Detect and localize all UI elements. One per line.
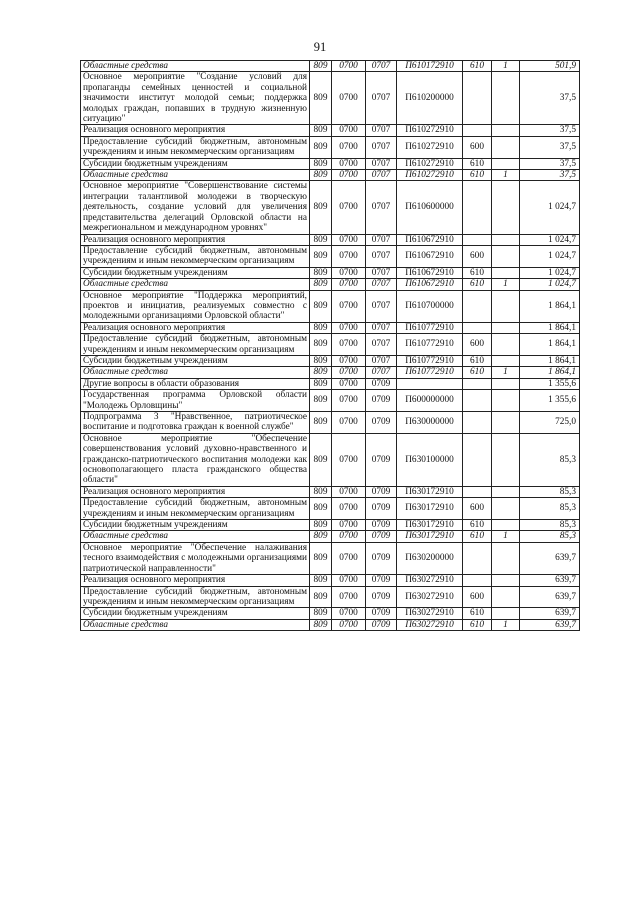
row-funding-source-cell: [492, 245, 520, 267]
row-section-code-cell: 0700: [332, 181, 366, 234]
row-name-cell: Основное мероприятие "Обеспечение совершенствования условий духовно-нравственного и гражданско-патриотического воспитания молодежи как основополагающего пласта гражданского общества области": [81, 433, 310, 486]
row-ministry-code-cell: 809: [310, 498, 332, 520]
row-funding-source-cell: [492, 355, 520, 366]
table-row: [81, 61, 580, 72]
row-name-cell: Областные средства: [81, 619, 310, 630]
row-funding-source-cell: [492, 234, 520, 245]
table-row: [81, 542, 580, 574]
row-ministry-code-cell: 809: [310, 608, 332, 619]
row-subsection-code-cell: 0707: [366, 334, 397, 356]
table-row: [81, 322, 580, 333]
row-funding-source-cell: [492, 136, 520, 158]
row-target-item-cell: П610772910: [397, 355, 463, 366]
row-name-cell: Субсидии бюджетным учреждениям: [81, 158, 310, 169]
row-expense-type-cell: 610: [463, 267, 492, 278]
row-expense-type-cell: [463, 575, 492, 586]
row-funding-source-cell: [492, 542, 520, 574]
table-row: [81, 170, 580, 181]
row-expense-type-cell: [463, 412, 492, 434]
row-funding-source-cell: [492, 486, 520, 497]
row-section-code-cell: 0700: [332, 125, 366, 136]
row-funding-source-cell: [492, 267, 520, 278]
row-name-cell: Предоставление субсидий бюджетным, автономным учреждениям и иным некоммерческим организациям: [81, 586, 310, 608]
row-subsection-code-cell: 0707: [366, 125, 397, 136]
row-ministry-code-cell: 809: [310, 486, 332, 497]
row-name-cell: Предоставление субсидий бюджетным, автономным учреждениям и иным некоммерческим организациям: [81, 334, 310, 356]
row-subsection-code-cell: 0707: [366, 322, 397, 333]
row-funding-source-cell: 1: [492, 279, 520, 290]
row-ministry-code-cell: 809: [310, 158, 332, 169]
row-name-cell: Предоставление субсидий бюджетным, автономным учреждениям и иным некоммерческим организациям: [81, 498, 310, 520]
row-expense-type-cell: 610: [463, 619, 492, 630]
row-funding-source-cell: 1: [492, 170, 520, 181]
row-section-code-cell: 0700: [332, 290, 366, 322]
row-amount-cell: 501,9: [520, 61, 580, 72]
row-section-code-cell: 0700: [332, 586, 366, 608]
row-subsection-code-cell: 0707: [366, 279, 397, 290]
row-name-cell: Предоставление субсидий бюджетным, автономным учреждениям и иным некоммерческим организациям: [81, 136, 310, 158]
row-funding-source-cell: [492, 290, 520, 322]
row-amount-cell: 725,0: [520, 412, 580, 434]
row-ministry-code-cell: 809: [310, 72, 332, 125]
row-subsection-code-cell: 0707: [366, 136, 397, 158]
row-target-item-cell: П630272910: [397, 575, 463, 586]
row-ministry-code-cell: 809: [310, 586, 332, 608]
row-section-code-cell: 0700: [332, 322, 366, 333]
row-funding-source-cell: [492, 72, 520, 125]
row-ministry-code-cell: 809: [310, 61, 332, 72]
row-amount-cell: 1 024,7: [520, 279, 580, 290]
row-subsection-code-cell: 0707: [366, 158, 397, 169]
row-target-item-cell: [397, 378, 463, 389]
row-subsection-code-cell: 0707: [366, 290, 397, 322]
row-section-code-cell: 0700: [332, 575, 366, 586]
row-name-cell: Другие вопросы в области образования: [81, 378, 310, 389]
row-section-code-cell: 0700: [332, 542, 366, 574]
row-subsection-code-cell: 0709: [366, 542, 397, 574]
table-row: [81, 355, 580, 366]
row-section-code-cell: 0700: [332, 234, 366, 245]
row-funding-source-cell: [492, 520, 520, 531]
row-subsection-code-cell: 0709: [366, 378, 397, 389]
table-row: [81, 290, 580, 322]
row-expense-type-cell: 610: [463, 61, 492, 72]
table-row: [81, 486, 580, 497]
row-ministry-code-cell: 809: [310, 245, 332, 267]
row-target-item-cell: П610672910: [397, 279, 463, 290]
table-row: [81, 72, 580, 125]
row-ministry-code-cell: 809: [310, 234, 332, 245]
row-name-cell: Государственная программа Орловской области "Молодежь Орловщины": [81, 390, 310, 412]
row-amount-cell: 85,3: [520, 498, 580, 520]
row-target-item-cell: П610700000: [397, 290, 463, 322]
row-target-item-cell: П610272910: [397, 136, 463, 158]
row-subsection-code-cell: 0707: [366, 234, 397, 245]
row-subsection-code-cell: 0709: [366, 531, 397, 542]
row-section-code-cell: 0700: [332, 136, 366, 158]
row-subsection-code-cell: 0709: [366, 586, 397, 608]
row-expense-type-cell: 610: [463, 170, 492, 181]
row-expense-type-cell: 610: [463, 355, 492, 366]
row-section-code-cell: 0700: [332, 390, 366, 412]
row-section-code-cell: 0700: [332, 412, 366, 434]
row-funding-source-cell: [492, 498, 520, 520]
row-ministry-code-cell: 809: [310, 520, 332, 531]
row-subsection-code-cell: 0709: [366, 498, 397, 520]
row-target-item-cell: П630172910: [397, 486, 463, 497]
row-amount-cell: 1 355,6: [520, 390, 580, 412]
row-subsection-code-cell: 0709: [366, 520, 397, 531]
row-expense-type-cell: 610: [463, 531, 492, 542]
row-target-item-cell: П610272910: [397, 158, 463, 169]
row-ministry-code-cell: 809: [310, 279, 332, 290]
row-section-code-cell: 0700: [332, 608, 366, 619]
row-name-cell: Областные средства: [81, 531, 310, 542]
row-target-item-cell: П600000000: [397, 390, 463, 412]
row-funding-source-cell: 1: [492, 619, 520, 630]
row-amount-cell: 639,7: [520, 586, 580, 608]
row-expense-type-cell: 610: [463, 367, 492, 378]
row-ministry-code-cell: 809: [310, 619, 332, 630]
row-amount-cell: 85,3: [520, 520, 580, 531]
row-ministry-code-cell: 809: [310, 531, 332, 542]
table-row: [81, 378, 580, 389]
row-funding-source-cell: [492, 390, 520, 412]
row-amount-cell: 37,5: [520, 72, 580, 125]
row-name-cell: Реализация основного мероприятия: [81, 234, 310, 245]
row-target-item-cell: П610172910: [397, 61, 463, 72]
row-funding-source-cell: [492, 158, 520, 169]
row-amount-cell: 85,3: [520, 531, 580, 542]
row-ministry-code-cell: 809: [310, 334, 332, 356]
row-ministry-code-cell: 809: [310, 542, 332, 574]
table-row: [81, 245, 580, 267]
row-amount-cell: 639,7: [520, 608, 580, 619]
table-row: [81, 158, 580, 169]
row-target-item-cell: П610272910: [397, 170, 463, 181]
row-name-cell: Основное мероприятие "Совершенствование системы интеграции талантливой молодежи в творческую деятельность, создание условий для увеличения представительства делегаций Орловской области на межрегиональном и международном уровнях": [81, 181, 310, 234]
row-section-code-cell: 0700: [332, 520, 366, 531]
row-funding-source-cell: [492, 125, 520, 136]
row-target-item-cell: П630000000: [397, 412, 463, 434]
row-funding-source-cell: [492, 334, 520, 356]
row-amount-cell: 1 024,7: [520, 234, 580, 245]
table-row: [81, 125, 580, 136]
row-expense-type-cell: [463, 486, 492, 497]
row-name-cell: Субсидии бюджетным учреждениям: [81, 267, 310, 278]
row-target-item-cell: П630172910: [397, 531, 463, 542]
row-section-code-cell: 0700: [332, 158, 366, 169]
row-expense-type-cell: 610: [463, 158, 492, 169]
row-name-cell: Областные средства: [81, 170, 310, 181]
row-ministry-code-cell: 809: [310, 412, 332, 434]
table-row: [81, 234, 580, 245]
row-subsection-code-cell: 0707: [366, 72, 397, 125]
row-name-cell: Реализация основного мероприятия: [81, 575, 310, 586]
row-funding-source-cell: [492, 412, 520, 434]
row-ministry-code-cell: 809: [310, 136, 332, 158]
row-target-item-cell: П610672910: [397, 267, 463, 278]
row-amount-cell: 37,5: [520, 136, 580, 158]
row-section-code-cell: 0700: [332, 619, 366, 630]
row-subsection-code-cell: 0709: [366, 433, 397, 486]
row-expense-type-cell: [463, 390, 492, 412]
row-name-cell: Основное мероприятие "Обеспечение налаживания тесного взаимодействия с молодежными организациями патриотической направленности": [81, 542, 310, 574]
row-funding-source-cell: [492, 181, 520, 234]
row-name-cell: Субсидии бюджетным учреждениям: [81, 608, 310, 619]
row-amount-cell: 37,5: [520, 125, 580, 136]
row-target-item-cell: П630172910: [397, 520, 463, 531]
table-row: [81, 334, 580, 356]
budget-table: [80, 60, 580, 631]
row-amount-cell: 1 864,1: [520, 322, 580, 333]
table-row: [81, 367, 580, 378]
row-amount-cell: 1 864,1: [520, 290, 580, 322]
row-ministry-code-cell: 809: [310, 170, 332, 181]
row-name-cell: Областные средства: [81, 61, 310, 72]
row-amount-cell: 85,3: [520, 433, 580, 486]
row-subsection-code-cell: 0709: [366, 608, 397, 619]
row-expense-type-cell: [463, 542, 492, 574]
table-row: [81, 181, 580, 234]
row-name-cell: Областные средства: [81, 279, 310, 290]
row-subsection-code-cell: 0707: [366, 181, 397, 234]
row-ministry-code-cell: 809: [310, 378, 332, 389]
row-ministry-code-cell: 809: [310, 433, 332, 486]
row-name-cell: Реализация основного мероприятия: [81, 486, 310, 497]
row-target-item-cell: П610772910: [397, 367, 463, 378]
row-ministry-code-cell: 809: [310, 267, 332, 278]
row-section-code-cell: 0700: [332, 433, 366, 486]
row-section-code-cell: 0700: [332, 61, 366, 72]
row-subsection-code-cell: 0707: [366, 245, 397, 267]
row-subsection-code-cell: 0707: [366, 267, 397, 278]
table-row: [81, 267, 580, 278]
row-funding-source-cell: [492, 586, 520, 608]
row-amount-cell: 37,5: [520, 170, 580, 181]
row-name-cell: Реализация основного мероприятия: [81, 125, 310, 136]
row-subsection-code-cell: 0709: [366, 486, 397, 497]
row-target-item-cell: П610600000: [397, 181, 463, 234]
row-subsection-code-cell: 0709: [366, 390, 397, 412]
row-expense-type-cell: 600: [463, 586, 492, 608]
row-name-cell: Областные средства: [81, 367, 310, 378]
table-row: [81, 520, 580, 531]
row-target-item-cell: П610272910: [397, 125, 463, 136]
row-ministry-code-cell: 809: [310, 390, 332, 412]
row-amount-cell: 639,7: [520, 575, 580, 586]
row-target-item-cell: П610200000: [397, 72, 463, 125]
row-expense-type-cell: [463, 290, 492, 322]
row-ministry-code-cell: 809: [310, 125, 332, 136]
row-name-cell: Предоставление субсидий бюджетным, автономным учреждениям и иным некоммерческим организациям: [81, 245, 310, 267]
row-expense-type-cell: 600: [463, 245, 492, 267]
row-funding-source-cell: [492, 575, 520, 586]
row-ministry-code-cell: 809: [310, 290, 332, 322]
row-target-item-cell: П610672910: [397, 234, 463, 245]
row-expense-type-cell: [463, 322, 492, 333]
row-expense-type-cell: 610: [463, 608, 492, 619]
row-subsection-code-cell: 0709: [366, 412, 397, 434]
row-name-cell: Подпрограмма 3 "Нравственное, патриотическое воспитание и подготовка граждан к военной службе": [81, 412, 310, 434]
page-number: 91: [313, 40, 327, 54]
table-row: [81, 412, 580, 434]
row-target-item-cell: П630272910: [397, 619, 463, 630]
row-section-code-cell: 0700: [332, 170, 366, 181]
table-row: [81, 279, 580, 290]
row-amount-cell: 1 024,7: [520, 245, 580, 267]
row-amount-cell: 639,7: [520, 619, 580, 630]
row-section-code-cell: 0700: [332, 267, 366, 278]
row-ministry-code-cell: 809: [310, 322, 332, 333]
row-target-item-cell: П630172910: [397, 498, 463, 520]
row-subsection-code-cell: 0709: [366, 619, 397, 630]
row-ministry-code-cell: 809: [310, 575, 332, 586]
row-funding-source-cell: [492, 433, 520, 486]
row-amount-cell: 1 864,1: [520, 367, 580, 378]
row-expense-type-cell: [463, 181, 492, 234]
row-section-code-cell: 0700: [332, 531, 366, 542]
row-section-code-cell: 0700: [332, 279, 366, 290]
row-target-item-cell: П610772910: [397, 322, 463, 333]
row-amount-cell: 1 024,7: [520, 267, 580, 278]
row-subsection-code-cell: 0707: [366, 170, 397, 181]
row-expense-type-cell: 600: [463, 136, 492, 158]
budget-table-body: [81, 61, 580, 631]
table-row: [81, 433, 580, 486]
table-row: [81, 608, 580, 619]
row-amount-cell: 639,7: [520, 542, 580, 574]
table-row: [81, 498, 580, 520]
row-amount-cell: 85,3: [520, 486, 580, 497]
row-funding-source-cell: 1: [492, 61, 520, 72]
row-amount-cell: 1 864,1: [520, 334, 580, 356]
row-section-code-cell: 0700: [332, 334, 366, 356]
row-section-code-cell: 0700: [332, 355, 366, 366]
row-name-cell: Основное мероприятие "Поддержка мероприятий, проектов и инициатив, реализуемых совместно с молодежными организациями Орловской области": [81, 290, 310, 322]
row-expense-type-cell: [463, 72, 492, 125]
table-row: [81, 586, 580, 608]
row-name-cell: Основное мероприятие "Создание условий для пропаганды семейных ценностей и социальной значимости институт молодой семьи; поддержка молодых граждан, попавших в трудную жизненную ситуацию": [81, 72, 310, 125]
row-target-item-cell: П630272910: [397, 586, 463, 608]
row-name-cell: Субсидии бюджетным учреждениям: [81, 520, 310, 531]
row-amount-cell: 1 024,7: [520, 181, 580, 234]
row-expense-type-cell: [463, 234, 492, 245]
table-row: [81, 390, 580, 412]
row-section-code-cell: 0700: [332, 486, 366, 497]
table-row: [81, 575, 580, 586]
row-name-cell: Субсидии бюджетным учреждениям: [81, 355, 310, 366]
row-funding-source-cell: [492, 322, 520, 333]
row-subsection-code-cell: 0707: [366, 355, 397, 366]
row-expense-type-cell: [463, 125, 492, 136]
table-row: [81, 136, 580, 158]
row-ministry-code-cell: 809: [310, 181, 332, 234]
row-amount-cell: 1 864,1: [520, 355, 580, 366]
row-expense-type-cell: 610: [463, 279, 492, 290]
row-expense-type-cell: [463, 378, 492, 389]
row-funding-source-cell: [492, 608, 520, 619]
row-funding-source-cell: 1: [492, 531, 520, 542]
row-target-item-cell: П630200000: [397, 542, 463, 574]
row-expense-type-cell: 600: [463, 334, 492, 356]
row-section-code-cell: 0700: [332, 245, 366, 267]
row-amount-cell: 1 355,6: [520, 378, 580, 389]
row-ministry-code-cell: 809: [310, 355, 332, 366]
row-target-item-cell: П610672910: [397, 245, 463, 267]
row-name-cell: Реализация основного мероприятия: [81, 322, 310, 333]
row-amount-cell: 37,5: [520, 158, 580, 169]
row-target-item-cell: П610772910: [397, 334, 463, 356]
row-expense-type-cell: 610: [463, 520, 492, 531]
row-target-item-cell: П630272910: [397, 608, 463, 619]
row-ministry-code-cell: 809: [310, 367, 332, 378]
table-row: [81, 531, 580, 542]
row-section-code-cell: 0700: [332, 378, 366, 389]
row-section-code-cell: 0700: [332, 367, 366, 378]
table-row: [81, 619, 580, 630]
row-section-code-cell: 0700: [332, 72, 366, 125]
row-target-item-cell: П630100000: [397, 433, 463, 486]
row-subsection-code-cell: 0709: [366, 575, 397, 586]
row-section-code-cell: 0700: [332, 498, 366, 520]
row-expense-type-cell: 600: [463, 498, 492, 520]
row-funding-source-cell: 1: [492, 367, 520, 378]
row-expense-type-cell: [463, 433, 492, 486]
row-funding-source-cell: [492, 378, 520, 389]
row-subsection-code-cell: 0707: [366, 61, 397, 72]
row-subsection-code-cell: 0707: [366, 367, 397, 378]
